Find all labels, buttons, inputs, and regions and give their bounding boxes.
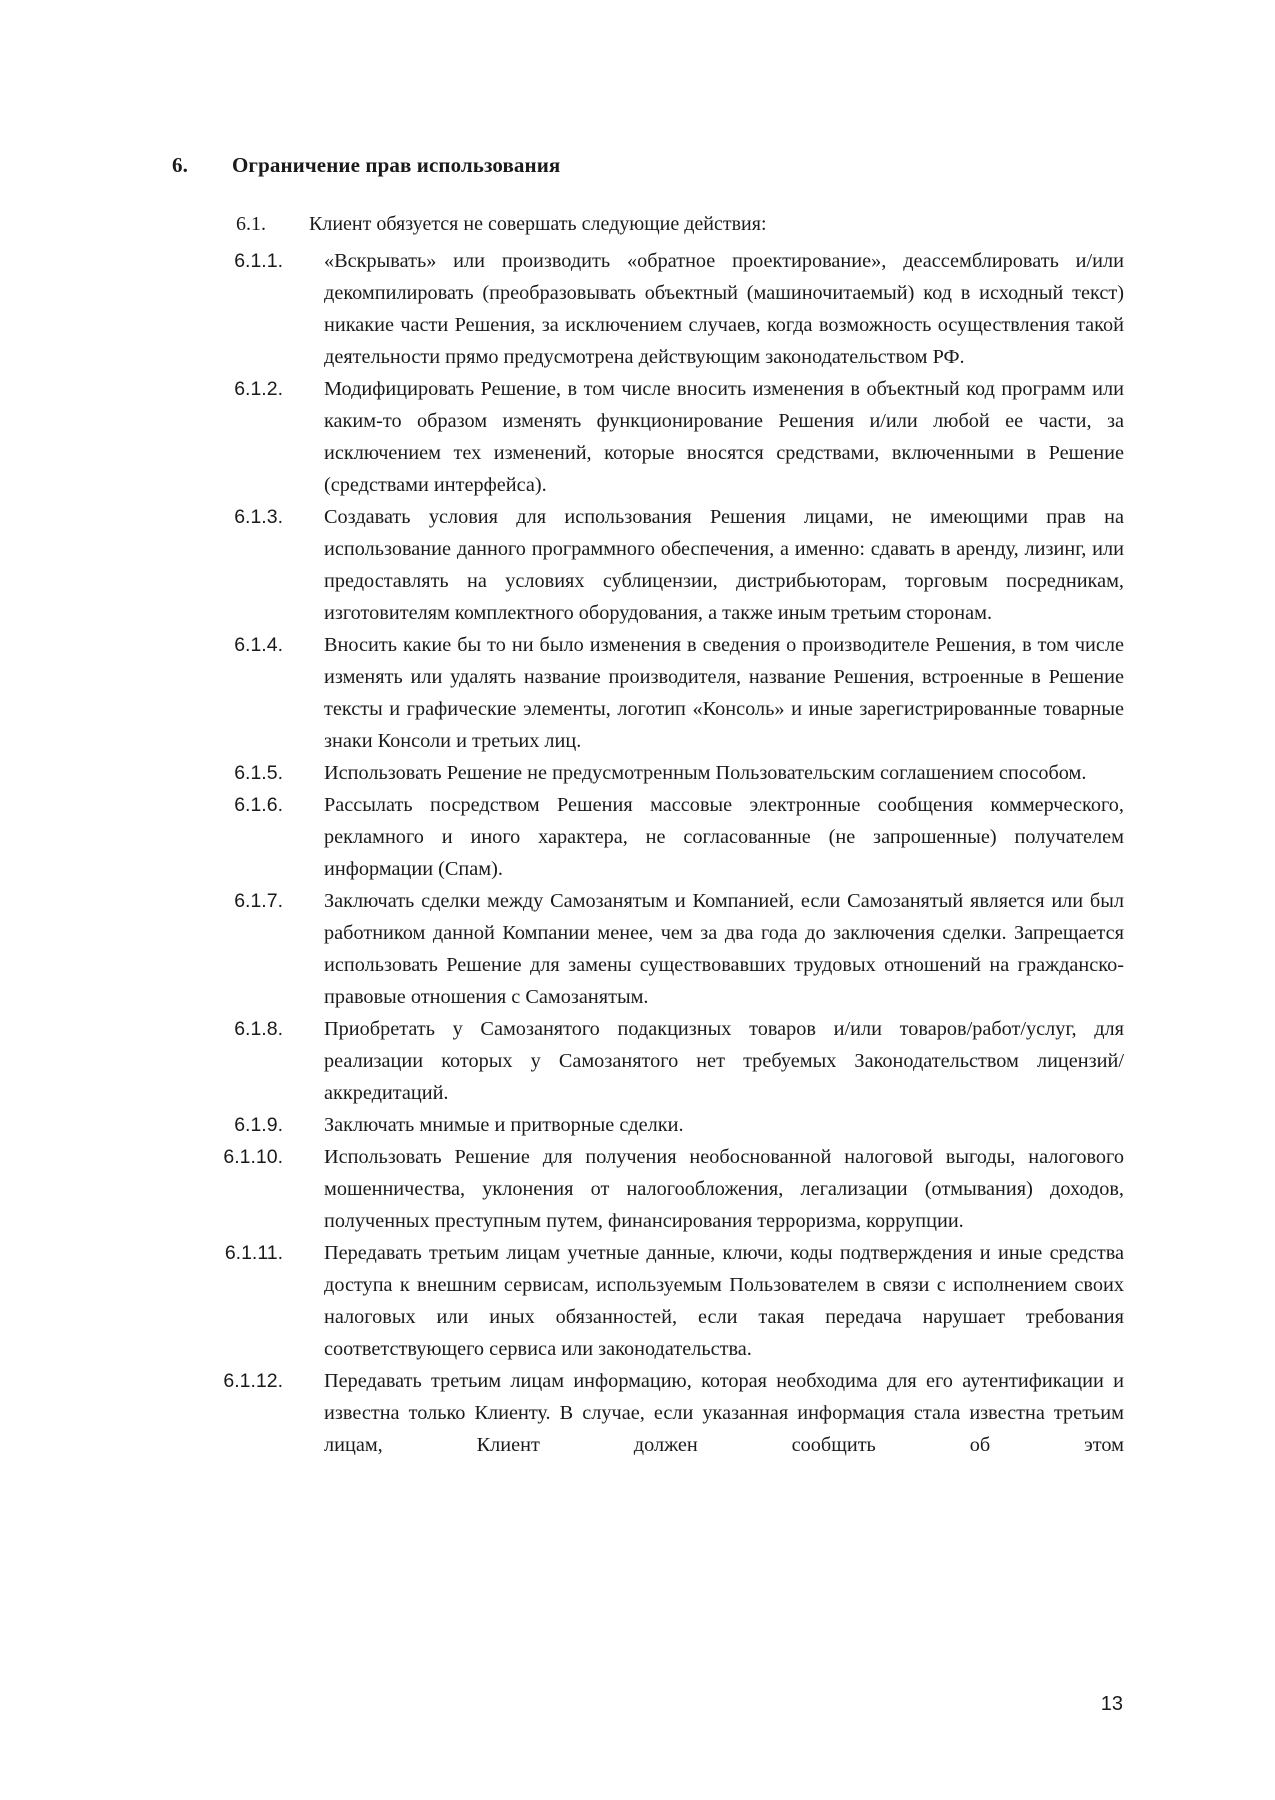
item-number: 6.1.7. xyxy=(234,890,283,912)
list-item xyxy=(0,1237,1275,1365)
item-text: «Вскрывать» или производить «обратное проектирование», деассемблировать и/или декомпилировать (преобразовывать объектный (машиночитаемый) код в исходный текст) никакие части Решения, за исключением случаев, когда возможность осуществления такой деятельности прямо предусмотрена действующим законодательством РФ. xyxy=(324,250,1124,368)
list-item xyxy=(0,1141,1275,1237)
clause-list xyxy=(0,245,1275,1461)
item-number: 6.1.12. xyxy=(223,1370,283,1392)
section-title: Ограничение прав использования xyxy=(232,153,561,177)
list-item xyxy=(0,373,1275,501)
item-number: 6.1.5. xyxy=(234,762,283,784)
item-number: 6.1.1. xyxy=(234,250,283,272)
list-item xyxy=(0,245,1275,373)
section-heading xyxy=(172,153,560,178)
list-item xyxy=(0,629,1275,757)
list-item xyxy=(0,1109,1275,1141)
item-text: Заключать мнимые и притворные сделки. xyxy=(324,1114,684,1136)
item-number: 6.1.2. xyxy=(234,378,283,400)
item-text: Использовать Решение для получения необоснованной налоговой выгоды, налогового мошенничества, уклонения от налогообложения, легализации (отмывания) доходов, полученных преступным путем, финансирования терроризма, коррупции. xyxy=(324,1146,1124,1232)
list-item xyxy=(0,1365,1275,1461)
item-number: 6.1.11. xyxy=(224,1242,283,1264)
item-number: 6.1.9. xyxy=(234,1114,283,1136)
section-number: 6. xyxy=(172,153,188,177)
item-text: Передавать третьим лицам учетные данные, ключи, коды подтверждения и иные средства доступа к внешним сервисам, используемым Пользователем в связи с исполнением своих налоговых или иных обязанностей, если такая передача нарушает требования соответствующего сервиса или законодательства. xyxy=(324,1242,1124,1360)
list-item xyxy=(0,1013,1275,1109)
clause-number: 6.1. xyxy=(236,213,266,235)
item-text: Рассылать посредством Решения массовые электронные сообщения коммерческого, рекламного и иного характера, не согласованные (не запрошенные) получателем информации (Спам). xyxy=(324,794,1124,880)
clause-text: Клиент обязуется не совершать следующие действия: xyxy=(309,213,767,235)
item-text: Заключать сделки между Самозанятым и Компанией, если Самозанятый является или был работником данной Компании менее, чем за два года до заключения сделки. Запрещается использовать Решение для замены существовавших трудовых отношений на гражданско-правовые отношения с Самозанятым. xyxy=(324,890,1124,1008)
list-item xyxy=(0,757,1275,789)
item-number: 6.1.3. xyxy=(234,506,283,528)
item-text: Использовать Решение не предусмотренным Пользовательским соглашением способом. xyxy=(324,762,1087,784)
item-text: Приобретать у Самозанятого подакцизных товаров и/или товаров/работ/услуг, для реализации которых у Самозанятого нет требуемых Законодательством лицензий/аккредитаций. xyxy=(324,1018,1124,1104)
item-number: 6.1.4. xyxy=(234,634,283,656)
item-text: Создавать условия для использования Решения лицами, не имеющими прав на использование данного программного обеспечения, а именно: сдавать в аренду, лизинг, или предоставлять на условиях сублицензии, дистрибьюторам, торговым посредникам, изготовителям комплектного оборудования, а также иным третьим сторонам. xyxy=(324,506,1124,624)
item-text: Вносить какие бы то ни было изменения в сведения о производителе Решения, в том числе изменять или удалять название производителя, название Решения, встроенные в Решение тексты и графические элементы, логотип «Консоль» и иные зарегистрированные товарные знаки Консоли и третьих лиц. xyxy=(324,634,1124,752)
clause-intro xyxy=(236,213,767,236)
list-item xyxy=(0,789,1275,885)
item-number: 6.1.8. xyxy=(234,1018,283,1040)
item-text: Модифицировать Решение, в том числе вносить изменения в объектный код программ или каким-то образом изменять функционирование Решения и/или любой ее части, за исключением тех изменений, которые вносятся средствами, включенными в Решение (средствами интерфейса). xyxy=(324,378,1124,496)
item-text: Передавать третьим лицам информацию, которая необходима для его аутентификации и известна только Клиенту. В случае, если указанная информация стала известна третьим лицам, Клиент должен сообщить об этом xyxy=(324,1370,1124,1456)
item-number: 6.1.6. xyxy=(234,794,283,816)
list-item xyxy=(0,885,1275,1013)
item-number: 6.1.10. xyxy=(223,1146,283,1168)
list-item xyxy=(0,501,1275,629)
page-number: 13 xyxy=(1100,1693,1123,1715)
